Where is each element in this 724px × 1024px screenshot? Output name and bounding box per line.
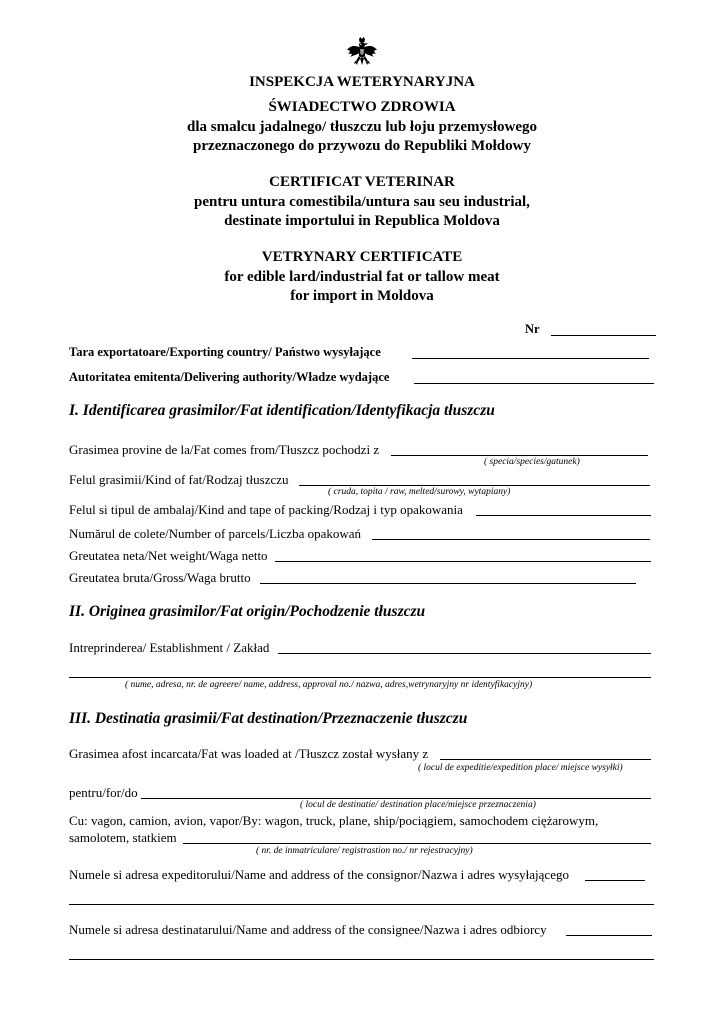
exporting-country-field[interactable] — [412, 358, 649, 359]
establishment-label: Intreprinderea/ Establishment / Zakład — [69, 640, 270, 655]
establishment-field-line-2[interactable] — [69, 677, 651, 678]
header-en-subtitle-1: for edible lard/industrial fat or tallow meat — [224, 269, 500, 285]
header-pl-subtitle-2: przeznaczonego do przywozu do Republiki Mołdowy — [193, 138, 531, 154]
polish-eagle-emblem-icon — [346, 36, 378, 68]
fat-comes-from-field[interactable] — [391, 455, 648, 456]
loaded-at-label: Grasimea afost incarcata/Fat was loaded at /Tłuszcz został wysłany z — [69, 746, 429, 761]
header-ro-title: CERTIFICAT VETERINAR — [269, 174, 455, 190]
loaded-at-field[interactable] — [440, 759, 651, 760]
establishment-field[interactable] — [278, 653, 651, 654]
loaded-at-hint: ( locul de expeditie/expedition place/ miejsce wysyłki) — [418, 763, 623, 773]
gross-weight-field[interactable] — [260, 583, 636, 584]
kind-of-fat-field[interactable] — [299, 485, 650, 486]
establishment-hint: ( nume, adresa, nr. de agreere/ name, address, approval no./ nazwa, adres,wetrynaryjny nr identyfikacyjny) — [125, 680, 533, 690]
net-weight-label: Greutatea neta/Net weight/Waga netto — [69, 548, 268, 563]
consignor-label: Numele si adresa expeditorului/Name and address of the consignor/Nazwa i adres wysyłającego — [69, 867, 569, 882]
exporting-country-label: Tara exportatoare/Exporting country/ Państwo wysyłające — [69, 345, 381, 359]
consignee-field[interactable] — [566, 935, 652, 936]
section-3-title: III. Destinatia grasimii/Fat destination/Przeznaczenie tłuszczu — [69, 710, 468, 727]
header-ro-subtitle-2: destinate importului in Republica Moldova — [224, 213, 500, 229]
kind-of-fat-hint: ( cruda, topita / raw, melted/surowy, wytapiany) — [328, 487, 511, 497]
parcels-label: Numărul de colete/Number of parcels/Liczba opakowań — [69, 526, 362, 541]
destination-hint: ( locul de destinatie/ destination place/miejsce przeznaczenia) — [300, 800, 536, 810]
net-weight-field[interactable] — [275, 561, 651, 562]
header-ro-subtitle-1: pentru untura comestibila/untura sau seu industrial, — [194, 194, 530, 210]
transport-hint: ( nr. de inmatriculare/ registrastion no./ nr rejestracyjny) — [256, 846, 473, 856]
section-1-title: I. Identificarea grasimilor/Fat identification/Identyfikacja tłuszczu — [69, 402, 495, 419]
gross-weight-label: Greutatea bruta/Gross/Waga brutto — [69, 570, 251, 585]
transport-field[interactable] — [183, 843, 651, 844]
consignee-field-line-2[interactable] — [69, 959, 654, 960]
header-pl-subtitle-1: dla smalcu jadalnego/ tłuszczu lub łoju przemysłowego — [186, 119, 537, 135]
delivering-authority-label: Autoritatea emitenta/Delivering authority/Władze wydające — [69, 370, 390, 384]
header-pl-title: INSPEKCJA WETERYNARYJNA — [249, 74, 475, 90]
header-pl-certificate: ŚWIADECTWO ZDROWIA — [268, 99, 456, 115]
section-2-title: II. Originea grasimilor/Fat origin/Pochodzenie tłuszczu — [69, 603, 426, 620]
packing-label: Felul si tipul de ambalaj/Kind and tape of packing/Rodzaj i typ opakowania — [69, 502, 463, 517]
fat-comes-from-hint: ( specia/species/gatunek) — [484, 457, 580, 467]
transport-label-line-2: samolotem, statkiem — [69, 830, 177, 845]
packing-field[interactable] — [476, 515, 651, 516]
destination-field[interactable] — [141, 798, 651, 799]
transport-label-line-1: Cu: vagon, camion, avion, vapor/By: wagon, truck, plane, ship/pociągiem, samochodem ciężarowym, — [69, 813, 599, 828]
delivering-authority-field[interactable] — [414, 383, 654, 384]
destination-label: pentru/for/do — [69, 785, 138, 800]
consignee-label: Numele si adresa destinatarului/Name and address of the consignee/Nazwa i adres odbiorcy — [69, 922, 547, 937]
nr-label: Nr — [525, 322, 540, 336]
consignor-field-line-2[interactable] — [69, 904, 654, 905]
header-en-title: VETRYNARY CERTIFICATE — [261, 249, 463, 265]
parcels-field[interactable] — [372, 539, 650, 540]
nr-field[interactable] — [551, 335, 656, 336]
header-en-subtitle-2: for import in Moldova — [290, 288, 434, 304]
consignor-field[interactable] — [585, 880, 645, 881]
kind-of-fat-label: Felul grasimii/Kind of fat/Rodzaj tłuszczu — [69, 472, 289, 487]
fat-comes-from-label: Grasimea provine de la/Fat comes from/Tłuszcz pochodzi z — [69, 442, 380, 457]
